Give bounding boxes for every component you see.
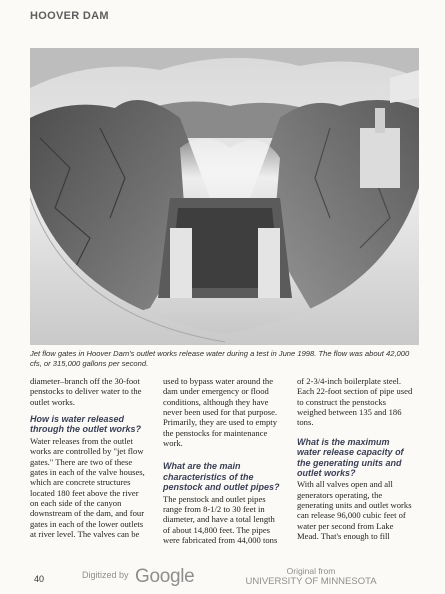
paragraph: With all valves open and all generators operating, the generating units and outlet works can release 96,000 cubic feet of water per second from Lake Mead. That's enough to fill: [297, 479, 412, 542]
digitized-by-label: Digitized by: [82, 570, 129, 580]
text-column-2: [163, 376, 281, 545]
google-wordmark: Google: [134, 566, 195, 587]
section-heading: What is the maximum water release capacity of the generating units and outlet works?: [297, 436, 404, 478]
institution-name: UNIVERSITY OF MINNESOTA: [245, 576, 377, 587]
paragraph: of 2-3/4-inch boilerplate steel. Each 22-foot section of pipe used to construct the penstocks weighed between 135 and 186 tons.: [297, 376, 413, 428]
running-head: HOOVER DAM: [30, 10, 109, 22]
original-from-label: Original from: [286, 566, 336, 576]
text-column-3: [297, 376, 415, 541]
paragraph: The penstock and outlet pipes range from 8-1/2 to 30 feet in diameter, and have a total length of about 14,800 feet. The pipes were fabricated from 44,000 tons: [163, 493, 278, 545]
section-heading: What are the main characteristics of the penstock and outlet pipes?: [163, 461, 280, 493]
figure-caption: Jet flow gates in Hoover Dam's outlet works release water during a test in June 1998. The flow was about 42,000 cfs, or 315,000 gallons per second.: [30, 349, 410, 368]
paragraph: diameter–branch off the 30-foot penstocks to deliver water to the outlet works.: [30, 376, 142, 407]
paragraph: used to bypass water around the dam under emergency or flood conditions, although they have never been used for that purpose. Primarily, they are used to empty the penstocks for maintenance work.: [163, 376, 278, 449]
digitized-by-watermark: [82, 566, 194, 588]
page-number: 40: [34, 574, 45, 584]
dam-photo: [30, 48, 419, 345]
original-from-watermark: [245, 566, 377, 587]
paragraph: Water releases from the outlet works are controlled by "jet flow gates." There are two of these gates in each of the valve houses, which are concrete structures located 180 feet above the river on each side of the canyon downstream of the dam, and four gates in each of the lower outlets at river level. The valves can be: [30, 435, 145, 539]
section-heading: How is water released through the outlet works?: [30, 414, 141, 435]
text-column-1: [30, 376, 148, 539]
